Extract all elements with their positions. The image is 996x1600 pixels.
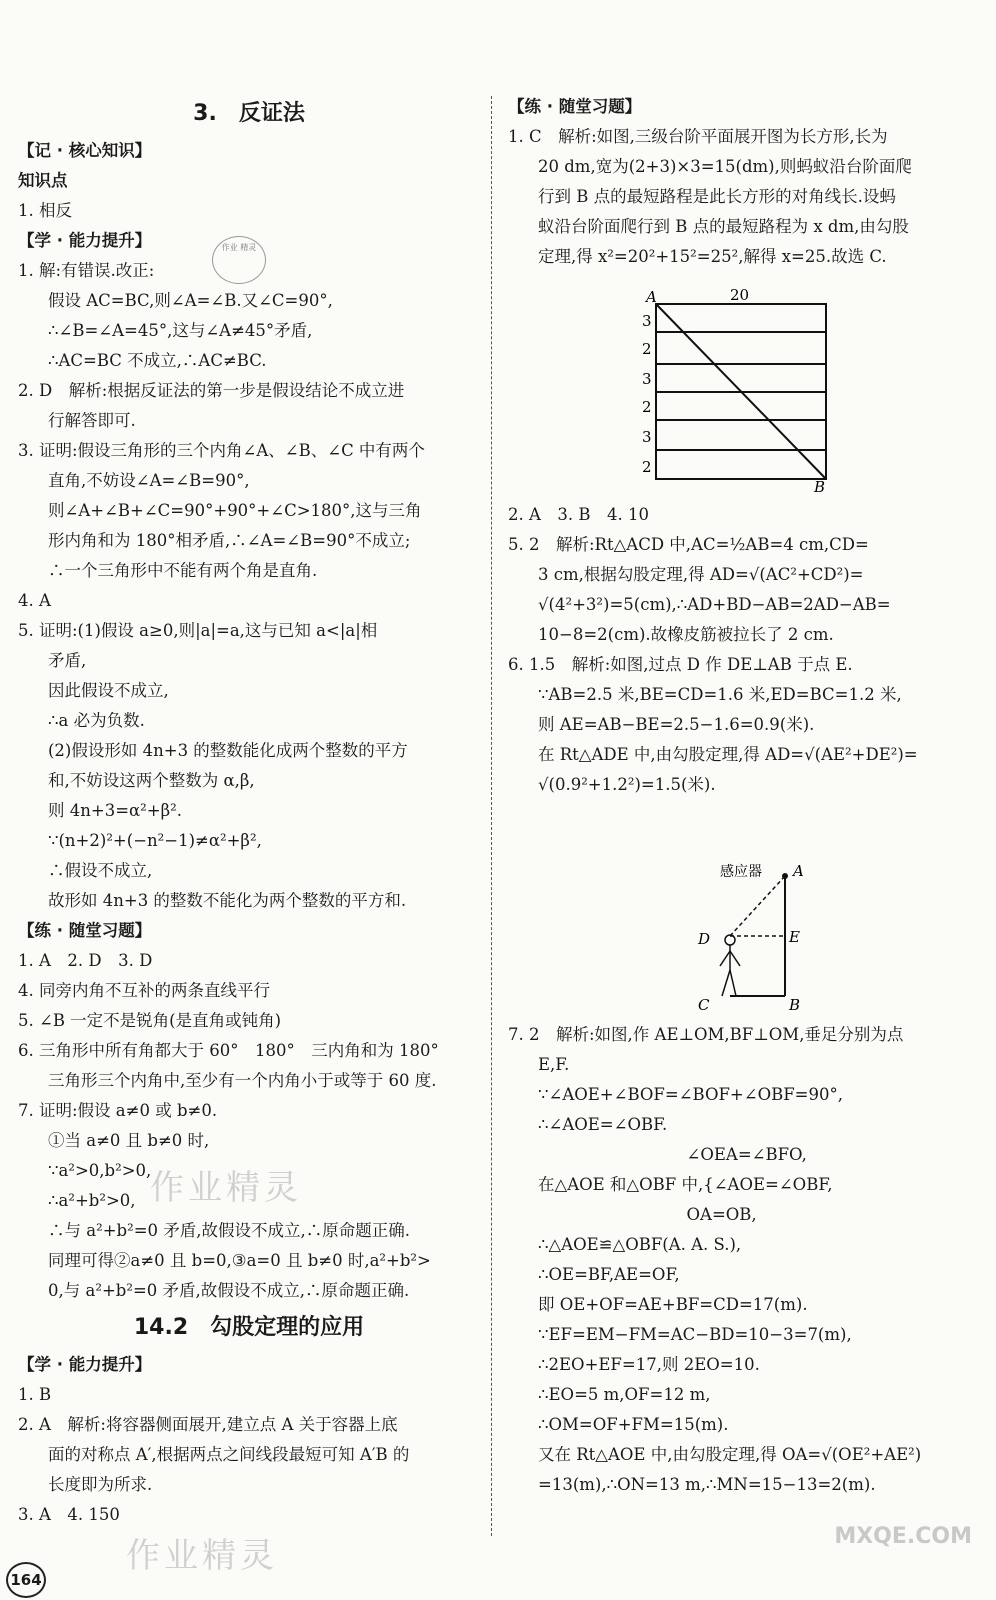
section-heading: 知识点 [18,171,68,190]
text-line: 3. A 4. 150 [18,1505,120,1524]
sensor-point-E: E [789,928,800,946]
text-line: ∵∠AOE+∠BOF=∠BOF+∠OBF=90°, [538,1085,843,1104]
text-line: 4. A [18,591,51,610]
text-line: 2. D 解析:根据反证法的第一步是假设结论不成立进 [18,381,405,400]
text-line: ∵a²>0,b²>0, [48,1161,152,1180]
stairs-side-label: 2 [642,458,652,476]
text-line: 长度即为所求. [48,1475,153,1494]
stairs-side-label: 3 [642,428,652,446]
text-line: 同理可得②a≠0 且 b=0,③a=0 且 b≠0 时,a²+b²> [48,1251,431,1270]
right-column-mid [508,500,978,800]
watermark: 作业精灵 [150,1168,302,1208]
text-line: E,F. [538,1055,570,1074]
text-line: 蚁沿台阶面爬行到 B 点的最短路程为 x dm,由勾股 [538,217,909,236]
text-line: 3. 证明:假设三角形的三个内角∠A、∠B、∠C 中有两个 [18,441,425,460]
text-line: ∴a 必为负数. [48,711,145,730]
right-column-top [508,92,978,272]
text-line: 定理,得 x²=20²+15²=25²,解得 x=25.故选 C. [538,247,887,266]
text-line: ∵EF=EM−FM=AC−BD=10−3=7(m), [538,1325,852,1344]
text-line: ∴OM=OF+FM=15(m). [538,1415,729,1434]
stairs-side-label: 3 [642,312,652,330]
text-line: ∠OEA=∠BFO, [538,1145,807,1164]
text-line: 又在 Rt△AOE 中,由勾股定理,得 OA=√(OE²+AE²) [538,1445,922,1464]
text-line: ∴△AOE≌△OBF(A. A. S.), [538,1235,742,1254]
stamp-text: 作业 精灵 [221,243,257,252]
text-line: 直角,不妨设∠A=∠B=90°, [48,471,250,490]
text-line: 因此假设不成立, [48,681,169,700]
text-line: ∴假设不成立, [48,861,153,880]
page-number: 164 [6,1562,46,1598]
text-line: =13(m),∴ON=13 m,∴MN=15−13=2(m). [538,1475,876,1494]
text-line: √(0.9²+1.2²)=1.5(米). [538,775,716,794]
text-line: 和,不妨设这两个整数为 α,β, [48,771,255,790]
left-column [18,92,480,1530]
text-line: 7. 2 解析:如图,作 AE⊥OM,BF⊥OM,垂足分别为点 [508,1025,904,1044]
text-line: 2. A 解析:将容器侧面展开,建立点 A 关于容器上底 [18,1415,398,1434]
section-heading: 【记 · 核心知识】 [18,141,152,160]
text-line: 1. A 2. D 3. D [18,951,153,970]
text-line: 矛盾, [48,651,87,670]
text-line: 则 AE=AB−BE=2.5−1.6=0.9(米). [538,715,815,734]
text-line: ∴∠B=∠A=45°,这与∠A≠45°矛盾, [48,321,313,340]
text-line: 则 4n+3=α²+β². [48,801,182,820]
right-column-bottom [508,1020,978,1500]
text-line: 20 dm,宽为(2+3)×3=15(dm),则蚂蚁沿台阶面爬 [538,157,912,176]
stairs-side-label: 2 [642,398,652,416]
text-line: ①当 a≠0 且 b≠0 时, [48,1131,210,1150]
sensor-point-A: A [793,862,804,880]
text-line: 6. 1.5 解析:如图,过点 D 作 DE⊥AB 于点 E. [508,655,853,674]
stairs-figure [636,284,836,494]
text-line: ∴2EO+EF=17,则 2EO=10. [538,1355,760,1374]
column-divider [491,96,492,1536]
text-line: (2)假设形如 4n+3 的整数能化成两个整数的平方 [48,741,408,760]
text-line: 即 OE+OF=AE+BF=CD=17(m). [538,1295,808,1314]
sensor-figure [690,858,820,1018]
text-line: ∴EO=5 m,OF=12 m, [538,1385,711,1404]
stairs-label-top: 20 [730,286,750,304]
stamp-seal [212,236,266,284]
section-title: 14.2 勾股定理的应用 [133,1315,365,1340]
text-line: 假设 AC=BC,则∠A=∠B.又∠C=90°, [48,291,333,310]
section-heading: 【练 · 随堂习题】 [508,97,642,116]
text-line: 三角形三个内角中,至少有一个内角小于或等于 60 度. [48,1071,437,1090]
text-line: ∴AC=BC 不成立,∴AC≠BC. [48,351,267,370]
text-line: ∴OE=BF,AE=OF, [538,1265,680,1284]
sensor-label: 感应器 [720,864,762,880]
text-line: 5. ∠B 一定不是锐角(是直角或钝角) [18,1011,282,1030]
text-line: ∴与 a²+b²=0 矛盾,故假设不成立,∴原命题正确. [48,1221,411,1240]
section-heading: 【学 · 能力提升】 [18,231,152,250]
text-line: 5. 2 解析:Rt△ACD 中,AC=½AB=4 cm,CD= [508,535,869,554]
section-heading: 【学 · 能力提升】 [18,1355,152,1374]
text-line: 10−8=2(cm).故橡皮筋被拉长了 2 cm. [538,625,834,644]
text-line: ∴∠AOE=∠OBF. [538,1115,668,1134]
text-line: 面的对称点 A′,根据两点之间线段最短可知 A′B 的 [48,1445,410,1464]
sensor-point-B: B [789,996,801,1014]
text-line: 行解答即可. [48,411,136,430]
text-line: 1. 解:有错误.改正: [18,261,155,280]
text-line: 1. C 解析:如图,三级台阶平面展开图为长方形,长为 [508,127,888,146]
sensor-point-C: C [698,996,710,1014]
text-line: 2. A 3. B 4. 10 [508,505,649,524]
text-line: ∴一个三角形中不能有两个角是直角. [48,561,318,580]
text-line: 形内角和为 180°相矛盾,∴∠A=∠B=90°不成立; [48,531,411,550]
text-line: ∵(n+2)²+(−n²−1)≠α²+β², [48,831,262,850]
text-line: 在△AOE 和△OBF 中,{∠AOE=∠OBF, [538,1175,833,1194]
text-line: 则∠A+∠B+∠C=90°+90°+∠C>180°,这与三角 [48,501,422,520]
text-line: 行到 B 点的最短路程是此长方形的对角线长.设蚂 [538,187,896,206]
text-line: 4. 同旁内角不互补的两条直线平行 [18,981,270,1000]
site-logo: MXQE.COM [834,1524,972,1549]
text-line: √(4²+3²)=5(cm),∴AD+BD−AB=2AD−AB= [538,595,891,614]
sensor-point-D: D [698,930,711,948]
text-line: 1. 相反 [18,201,72,220]
stairs-label-B: B [814,478,826,494]
text-line: 5. 证明:(1)假设 a≥0,则|a|=a,这与已知 a<|a|相 [18,621,378,640]
text-line: 3 cm,根据勾股定理,得 AD=√(AC²+CD²)= [538,565,864,584]
text-line: 6. 三角形中所有角都大于 60° 180° 三内角和为 180° [18,1041,439,1060]
text-line: 0,与 a²+b²=0 矛盾,故假设不成立,∴原命题正确. [48,1281,410,1300]
text-line: 7. 证明:假设 a≠0 或 b≠0. [18,1101,218,1120]
stairs-side-label: 3 [642,370,652,388]
text-line: 在 Rt△ADE 中,由勾股定理,得 AD=√(AE²+DE²)= [538,745,918,764]
section-heading: 【练 · 随堂习题】 [18,921,152,940]
stairs-label-A: A [646,288,657,306]
stairs-side-label: 2 [642,340,652,358]
section-title: 3. 反证法 [193,101,305,126]
text-line: 故形如 4n+3 的整数不能化为两个整数的平方和. [48,891,407,910]
text-line: ∵AB=2.5 米,BE=CD=1.6 米,ED=BC=1.2 米, [538,685,902,704]
text-line: ∴a²+b²>0, [48,1191,136,1210]
text-line: 1. B [18,1385,52,1404]
text-line: OA=OB, [538,1205,757,1224]
watermark: 作业精灵 [126,1536,278,1576]
